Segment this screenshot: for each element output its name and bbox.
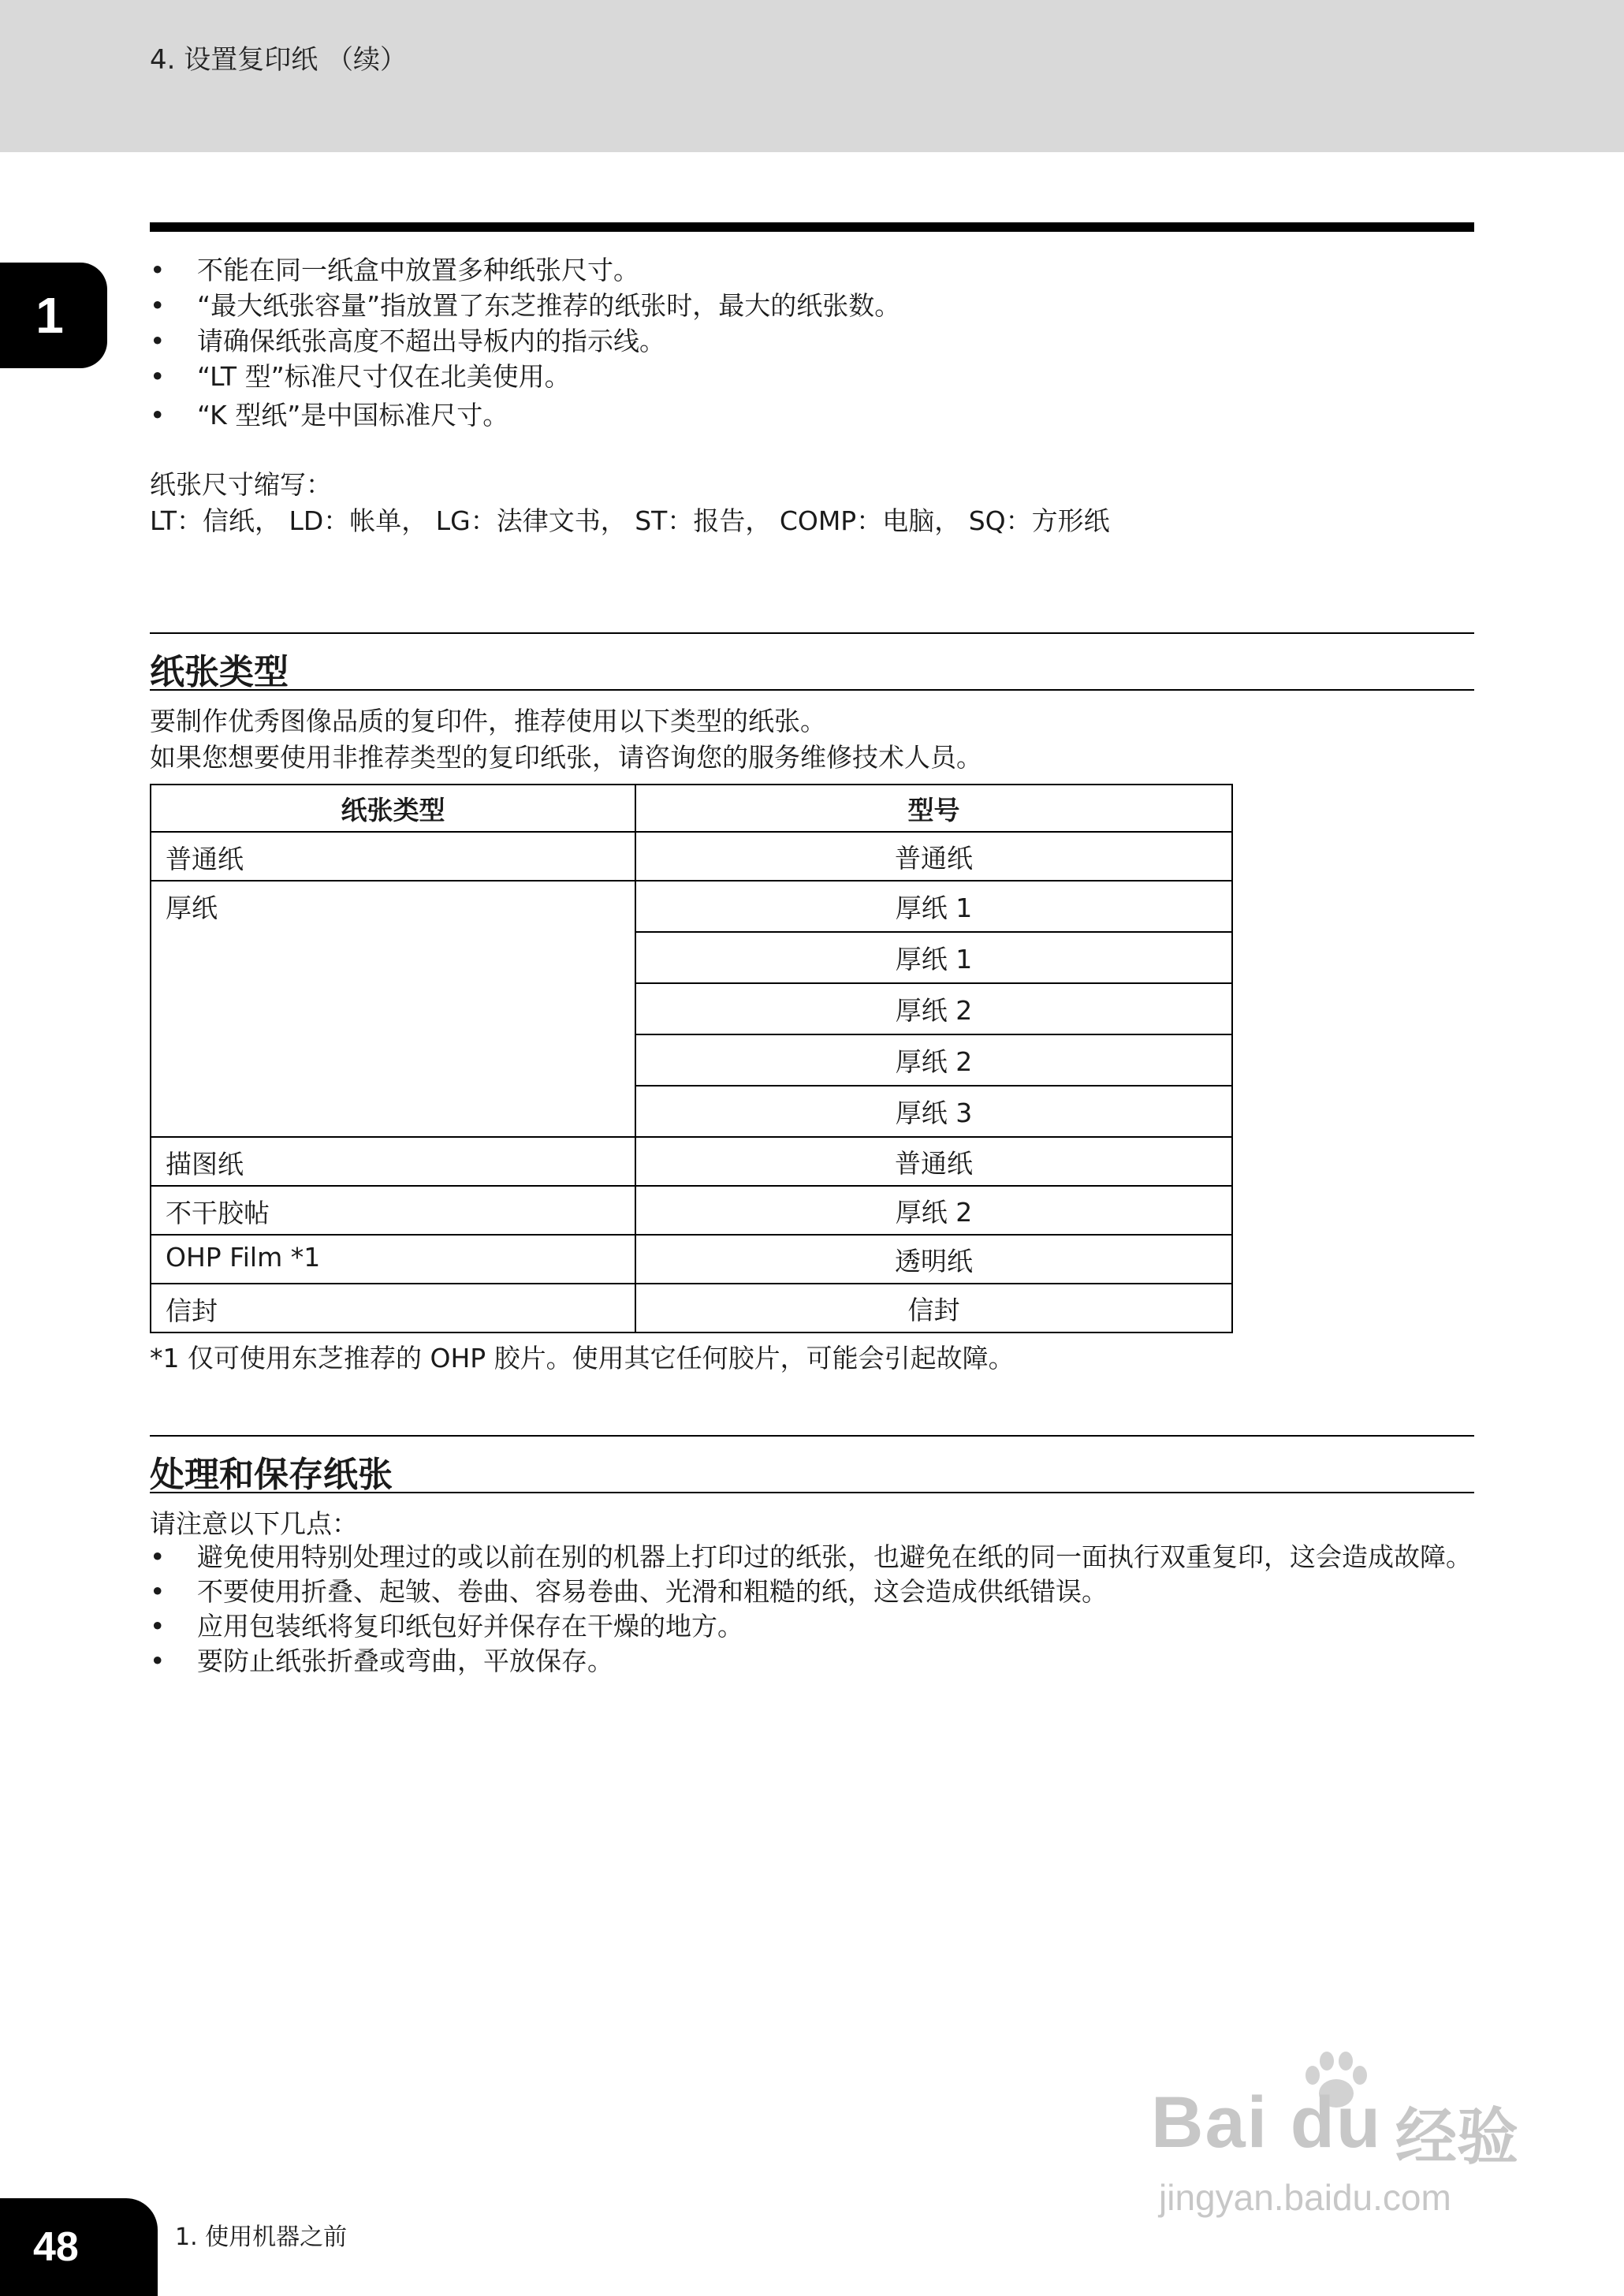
list-item: • 避免使用特别处理过的或以前在别的机器上打印过的纸张，也避免在纸的同一面执行双重复印，这会造成故障。 — [150, 1540, 1474, 1575]
abbreviation-line: LT：信纸， LD：帐单， LG：法律文书， ST：报告， COMP：电脑， SQ：方形纸 — [150, 505, 1110, 536]
paper-type-cell: 描图纸 — [151, 1137, 635, 1186]
column-header-type: 纸张类型 — [151, 785, 635, 832]
handling-list — [150, 1540, 1474, 1679]
chapter-tab — [0, 263, 107, 368]
column-header-model: 型号 — [635, 785, 1232, 832]
paper-model-cell: 普通纸 — [635, 1137, 1232, 1186]
section-title: 处理和保存纸张 — [150, 1455, 393, 1495]
paper-model-cell: 厚纸 2 — [635, 1186, 1232, 1235]
page-header-title: 4. 设置复印纸 （续） — [150, 44, 408, 76]
list-item: • 应用包装纸将复印纸包好并保存在干燥的地方。 — [150, 1609, 1474, 1644]
paper-type-cell: 厚纸 — [151, 881, 635, 1137]
paper-types-intro-2: 如果您想要使用非推荐类型的复印纸张，请咨询您的服务维修技术人员。 — [150, 742, 982, 773]
table-row — [151, 1235, 1232, 1284]
paper-types-intro-1: 要制作优秀图像品质的复印件，推荐使用以下类型的纸张。 — [150, 706, 826, 736]
section-title: 纸张类型 — [150, 652, 289, 692]
table-row — [151, 1186, 1232, 1235]
table-row — [151, 1284, 1232, 1332]
paper-model-cell: 普通纸 — [635, 832, 1232, 881]
paper-type-cell: 普通纸 — [151, 832, 635, 881]
paper-model-cell: 透明纸 — [635, 1235, 1232, 1284]
paper-model-cell: 厚纸 1 — [635, 881, 1232, 932]
paper-model-cell: 厚纸 1 — [635, 932, 1232, 983]
paper-model-cell: 信封 — [635, 1284, 1232, 1332]
paper-model-cell: 厚纸 2 — [635, 983, 1232, 1034]
top-rule-divider — [150, 222, 1474, 232]
list-item: • 要防止纸张折叠或弯曲，平放保存。 — [150, 1644, 1474, 1679]
list-item: • 不能在同一纸盒中放置多种纸张尺寸。 — [150, 252, 900, 288]
paper-type-cell: 不干胶帖 — [151, 1186, 635, 1235]
list-item: • “K 型纸”是中国标准尺寸。 — [150, 397, 900, 433]
page-number-tab — [0, 2198, 158, 2296]
watermark-cn-text: 经验 — [1395, 2102, 1519, 2171]
table-footnote: *1 仅可使用东芝推荐的 OHP 胶片。使用其它任何胶片，可能会引起故障。 — [150, 1343, 1015, 1374]
paper-model-cell: 厚纸 3 — [635, 1086, 1232, 1137]
baidu-watermark — [1135, 2050, 1545, 2231]
chapter-number: 1 — [35, 287, 64, 344]
footer-chapter-title: 1. 使用机器之前 — [175, 2223, 348, 2251]
section-heading-paper-types — [150, 632, 1474, 691]
notes-list — [150, 252, 900, 433]
table-row — [151, 1137, 1232, 1186]
table-row — [151, 881, 1232, 932]
paper-model-cell: 厚纸 2 — [635, 1034, 1232, 1086]
list-item: • 请确保纸张高度不超出导板内的指示线。 — [150, 323, 900, 359]
paper-type-cell: OHP Film *1 — [151, 1235, 635, 1284]
paper-types-table — [150, 784, 1233, 1333]
list-item: • “LT 型”标准尺寸仅在北美使用。 — [150, 359, 900, 394]
page-number: 48 — [33, 2224, 79, 2270]
table-row — [151, 832, 1232, 881]
handling-intro: 请注意以下几点： — [150, 1508, 358, 1539]
watermark-url: jingyan.baidu.com — [1159, 2177, 1451, 2218]
paper-type-cell: 信封 — [151, 1284, 635, 1332]
abbreviation-title: 纸张尺寸缩写： — [150, 469, 332, 500]
list-item: • “最大纸张容量”指放置了东芝推荐的纸张时，最大的纸张数。 — [150, 288, 900, 323]
list-item: • 不要使用折叠、起皱、卷曲、容易卷曲、光滑和粗糙的纸，这会造成供纸错误。 — [150, 1575, 1474, 1609]
table-header-row — [151, 785, 1232, 832]
watermark-logo-text: Bai du — [1151, 2082, 1383, 2163]
section-heading-handling — [150, 1435, 1474, 1493]
